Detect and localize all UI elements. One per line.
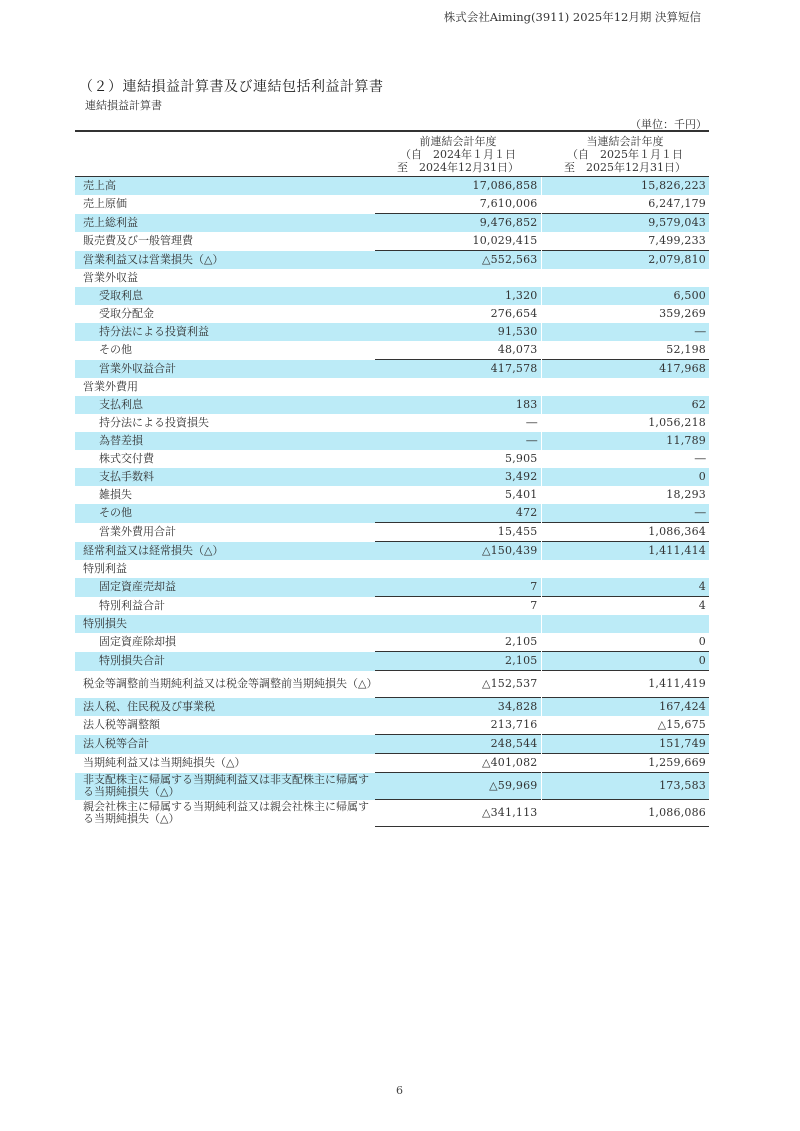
- row-label: 営業利益又は営業損失（△）: [75, 251, 375, 270]
- prev-period-value: [375, 560, 541, 578]
- table-row: [75, 671, 709, 698]
- curr-period-value: 7,499,233: [648, 234, 706, 247]
- prev-period-from: （自 2024年１月１日: [400, 147, 516, 161]
- curr-period-value: ―: [541, 504, 709, 523]
- prev-period-title: 前連結会計年度: [419, 134, 497, 148]
- row-label: 売上原価: [83, 197, 127, 211]
- table-row: [75, 177, 709, 196]
- row-label: 受取分配金: [99, 307, 154, 320]
- page-number: 6: [396, 1084, 403, 1097]
- table-row: [75, 716, 709, 735]
- table-row: [75, 269, 709, 287]
- prev-period-value: △401,082: [375, 754, 541, 773]
- row-label: 当期純利益又は当期純損失（△）: [83, 756, 246, 769]
- table-row: [75, 396, 709, 414]
- prev-period-value: △152,537: [375, 671, 541, 698]
- row-label: 雑損失: [99, 488, 132, 501]
- curr-period-value: 2,079,810: [541, 251, 709, 270]
- curr-period-value: 15,826,223: [541, 177, 709, 196]
- curr-period-value: 0: [698, 635, 706, 648]
- row-label: 販売費及び一般管理費: [83, 234, 193, 248]
- row-label: 営業外収益合計: [75, 360, 375, 379]
- prev-period-value: △552,563: [375, 251, 541, 270]
- curr-period-value: ―: [694, 452, 706, 465]
- table-row: [75, 305, 709, 323]
- table-row: [75, 287, 709, 305]
- row-label: 売上高: [75, 177, 375, 196]
- prev-period-value: 248,544: [375, 735, 541, 754]
- curr-period-value: 1,086,364: [541, 523, 709, 542]
- table-row: [75, 251, 709, 270]
- row-label: 法人税等調整額: [83, 718, 160, 732]
- curr-period-value: 6,247,179: [648, 197, 706, 210]
- curr-period-value: 167,424: [541, 698, 709, 717]
- row-label: 法人税等合計: [75, 735, 375, 754]
- curr-period-value: ―: [541, 323, 709, 341]
- row-label: 固定資産売却益: [75, 578, 375, 597]
- prev-period-value: [375, 615, 541, 633]
- prev-period-value: 3,492: [375, 468, 541, 486]
- prev-period-value: 7: [375, 578, 541, 597]
- prev-period-value: 7: [375, 597, 541, 616]
- table-row: [75, 195, 709, 214]
- row-label: 法人税、住民税及び事業税: [75, 698, 375, 717]
- curr-period-value: 1,411,414: [541, 542, 709, 561]
- curr-period-value: 52,198: [666, 343, 706, 356]
- curr-period-value: [541, 615, 709, 633]
- table-row: [75, 560, 709, 578]
- prev-period-value: 9,476,852: [375, 214, 541, 233]
- curr-period-value: 4: [541, 597, 709, 616]
- prev-period-value: 1,320: [375, 287, 541, 305]
- curr-period-value: [541, 560, 709, 578]
- row-label: 売上総利益: [75, 214, 375, 233]
- prev-period-value: [375, 269, 541, 287]
- row-label: 持分法による投資損失: [99, 416, 209, 429]
- curr-period-value: △15,675: [657, 718, 706, 731]
- curr-period-value: [541, 269, 709, 287]
- prev-period-value: 48,073: [375, 341, 541, 360]
- prev-period-value: 5,401: [375, 486, 541, 504]
- row-label: 税金等調整前当期純利益又は税金等調整前当期純損失（△）: [83, 677, 378, 690]
- table-row: [75, 360, 709, 379]
- row-label: 受取利息: [75, 287, 375, 305]
- row-label: 親会社株主に帰属する当期純利益又は親会社株主に帰属する当期純損失（△）: [83, 800, 369, 825]
- prev-period-value: 34,828: [375, 698, 541, 717]
- curr-period-value: 62: [541, 396, 709, 414]
- table-row: [75, 523, 709, 542]
- table-row: [75, 615, 709, 633]
- header-prev-period: [375, 131, 541, 177]
- table-row: [75, 468, 709, 486]
- curr-period-to: 至 2025年12月31日）: [564, 160, 686, 174]
- row-label: 営業外収益: [83, 271, 138, 284]
- curr-period-value: 359,269: [659, 307, 706, 320]
- row-label: 営業外費用: [83, 380, 138, 393]
- prev-period-value: 2,105: [375, 652, 541, 671]
- table-row: [75, 735, 709, 754]
- prev-period-value: 276,654: [375, 305, 541, 323]
- prev-period-value: △341,113: [375, 800, 541, 827]
- prev-period-value: 417,578: [375, 360, 541, 379]
- curr-period-value: 1,411,419: [541, 671, 709, 698]
- table-row: [75, 378, 709, 396]
- table-row: [75, 633, 709, 652]
- prev-period-value: 91,530: [375, 323, 541, 341]
- table-row: [75, 542, 709, 561]
- row-label: 特別利益合計: [99, 598, 165, 612]
- curr-period-value: 4: [541, 578, 709, 597]
- curr-period-value: 9,579,043: [541, 214, 709, 233]
- table-row: [75, 578, 709, 597]
- curr-period-value: 18,293: [666, 488, 706, 501]
- row-label: その他: [75, 504, 375, 523]
- row-label: 非支配株主に帰属する当期純利益又は非支配株主に帰属する当期純損失（△）: [75, 773, 375, 800]
- curr-period-value: 173,583: [541, 773, 709, 800]
- table-row: [75, 754, 709, 773]
- table-row: [75, 232, 709, 251]
- curr-period-value: 6,500: [541, 287, 709, 305]
- prev-period-value: △150,439: [375, 542, 541, 561]
- row-label: 特別損失: [75, 615, 375, 633]
- section-title: （２）連結損益計算書及び連結包括利益計算書: [79, 79, 384, 95]
- header-label-cell: [75, 131, 375, 177]
- curr-period-value: 151,749: [541, 735, 709, 754]
- table-row: [75, 414, 709, 432]
- row-label: 特別利益: [83, 562, 127, 575]
- row-label: その他: [99, 343, 132, 357]
- prev-period-value: 15,455: [375, 523, 541, 542]
- table-row: [75, 800, 709, 827]
- table-row: [75, 652, 709, 671]
- curr-period-value: 0: [541, 468, 709, 486]
- income-statement-table: [75, 130, 709, 827]
- table-header-row: [75, 131, 709, 177]
- row-label: 固定資産除却損: [99, 635, 176, 649]
- table-row: [75, 323, 709, 341]
- table-row: [75, 698, 709, 717]
- row-label: 株式交付費: [99, 452, 154, 465]
- curr-period-title: 当連結会計年度: [586, 134, 664, 148]
- document-header: 株式会社Aiming(3911) 2025年12月期 決算短信: [443, 10, 701, 24]
- row-label: 支払利息: [75, 396, 375, 414]
- table-row: [75, 432, 709, 450]
- curr-period-value: 417,968: [541, 360, 709, 379]
- curr-period-value: [541, 378, 709, 396]
- prev-period-value: △59,969: [375, 773, 541, 800]
- row-label: 支払手数料: [75, 468, 375, 486]
- prev-period-value: 183: [375, 396, 541, 414]
- table-row: [75, 486, 709, 504]
- row-label: 持分法による投資利益: [75, 323, 375, 341]
- prev-period-value: ―: [375, 432, 541, 450]
- prev-period-to: 至 2024年12月31日）: [397, 160, 519, 174]
- curr-period-value: 1,259,669: [541, 754, 709, 773]
- table-row: [75, 773, 709, 800]
- curr-period-from: （自 2025年１月１日: [567, 147, 683, 161]
- prev-period-value: 2,105: [375, 633, 541, 652]
- prev-period-value: 472: [375, 504, 541, 523]
- row-label: 為替差損: [75, 432, 375, 450]
- row-label: 経常利益又は経常損失（△）: [75, 542, 375, 561]
- prev-period-value: 213,716: [375, 716, 541, 735]
- table-row: [75, 450, 709, 468]
- curr-period-value: 1,086,086: [541, 800, 709, 827]
- prev-period-value: 17,086,858: [375, 177, 541, 196]
- prev-period-value: 5,905: [375, 450, 541, 468]
- prev-period-value: ―: [375, 414, 541, 432]
- row-label: 営業外費用合計: [99, 525, 176, 538]
- curr-period-value: 0: [541, 652, 709, 671]
- prev-period-value: 7,610,006: [375, 195, 541, 214]
- header-curr-period: [541, 131, 709, 177]
- curr-period-value: 11,789: [541, 432, 709, 450]
- table-row: [75, 214, 709, 233]
- table-row: [75, 341, 709, 360]
- row-label: 特別損失合計: [75, 652, 375, 671]
- prev-period-value: [375, 378, 541, 396]
- table-row: [75, 504, 709, 523]
- prev-period-value: 10,029,415: [375, 232, 541, 251]
- unit-label: （単位：千円）: [630, 118, 707, 131]
- statement-subtitle: 連結損益計算書: [85, 99, 162, 112]
- table-row: [75, 597, 709, 616]
- curr-period-value: 1,056,218: [648, 416, 706, 429]
